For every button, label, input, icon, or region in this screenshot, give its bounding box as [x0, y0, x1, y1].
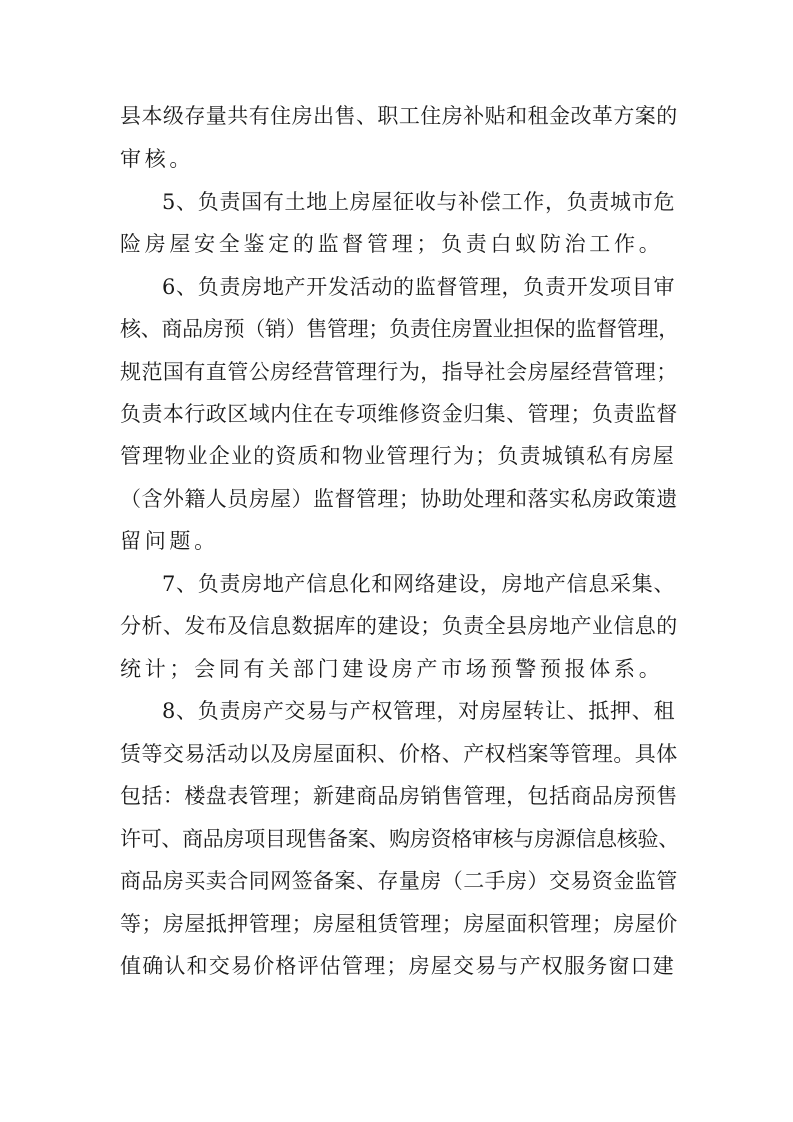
text-line: 包括：楼盘表管理；新建商品房销售管理，包括商品房预售	[120, 784, 678, 808]
paragraph-5-start: 5、负责国有土地上房屋征收与补偿工作，负责城市危	[162, 190, 676, 214]
text-line: 险房屋安全鉴定的监督管理；负责白蚁防治工作。	[120, 232, 664, 256]
text-line: 核、商品房预（销）售管理；负责住房置业担保的监督管理，	[120, 317, 679, 341]
text-line: 分析、发布及信息数据库的建设；负责全县房地产业信息的	[120, 614, 678, 638]
text-line: 规范国有直管公房经营管理行为，指导社会房屋经营管理；	[120, 360, 678, 384]
text-line: 负责本行政区域内住在专项维修资金归集、管理；负责监督	[120, 402, 678, 426]
text-line: 值确认和交易价格评估管理；房屋交易与产权服务窗口建	[120, 954, 675, 978]
text-line: 统计；会同有关部门建设房产市场预警预报体系。	[120, 657, 664, 681]
text-line: 县本级存量共有住房出售、职工住房补贴和租金改革方案的	[120, 104, 678, 128]
text-line: 等；房屋抵押管理；房屋租赁管理；房屋面积管理；房屋价	[120, 912, 678, 936]
text-line: （含外籍人员房屋）监督管理；协助处理和落实私房政策遗	[120, 487, 678, 511]
paragraph-6-start: 6、负责房地产开发活动的监督管理，负责开发项目审	[162, 275, 676, 299]
text-line: 许可、商品房项目现售备案、购房资格审核与房源信息核验、	[120, 827, 679, 851]
text-line: 审核。	[120, 147, 195, 171]
text-line: 管理物业企业的资质和物业管理行为；负责城镇私有房屋	[120, 444, 675, 468]
paragraph-8-start: 8、负责房产交易与产权管理，对房屋转让、抵押、租	[162, 699, 676, 723]
text-line: 商品房买卖合同网签备案、存量房（二手房）交易资金监管	[120, 869, 678, 893]
text-line: 赁等交易活动以及房屋面积、价格、产权档案等管理。具体	[120, 742, 678, 766]
paragraph-7-start: 7、负责房地产信息化和网络建设，房地产信息采集、	[162, 572, 676, 596]
text-line: 留问题。	[120, 529, 219, 553]
